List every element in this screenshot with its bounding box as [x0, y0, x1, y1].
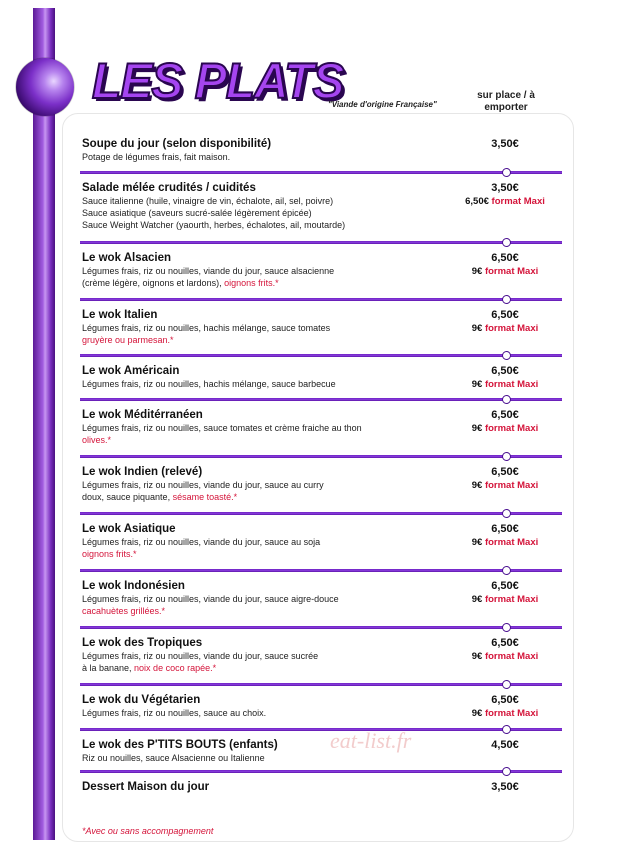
footnote: *Avec ou sans accompagnement — [82, 826, 214, 836]
menu-item-maxi-price: 9€ format Maxi — [471, 651, 539, 662]
menu-item-topping: oignons frits.* — [224, 278, 279, 288]
separator-dot-icon — [502, 238, 511, 247]
menu-item-name: Le wok du Végétarien — [82, 694, 201, 706]
separator-dot-icon — [502, 295, 511, 304]
separator-line — [80, 398, 562, 401]
menu-item-maxi-price: 9€ format Maxi — [471, 379, 539, 390]
menu-item-description: Légumes frais, riz ou nouilles, viande du jour, sauce au curry — [82, 480, 324, 490]
purple-sphere-icon — [16, 58, 74, 116]
menu-item-name: Le wok Alsacien — [82, 252, 172, 264]
menu-item-description: Sauce Weight Watcher (yaourth, herbes, échalotes, ail, moutarde) — [82, 220, 346, 230]
menu-item-name: Dessert Maison du jour — [82, 781, 210, 793]
page-subtitle: "Viande d'origine Française" — [328, 100, 437, 109]
menu-item-description — [82, 334, 562, 346]
separator-dot-icon — [502, 168, 511, 177]
separator-line — [80, 241, 562, 244]
separator-line — [80, 354, 562, 357]
separator-line — [80, 512, 562, 515]
menu-item-description: Légumes frais, riz ou nouilles, hachis mélange, sauce tomates — [82, 323, 331, 333]
menu-item-price: 6,50€ — [491, 637, 519, 649]
menu-item-topping: oignons frits.* — [82, 549, 137, 559]
page-title: LES PLATS — [92, 53, 344, 110]
menu-item-description: Légumes frais, riz ou nouilles, hachis mélange, sauce barbecue — [82, 379, 336, 389]
menu-item-price: 6,50€ — [491, 365, 519, 377]
menu-item-name: Le wok Italien — [82, 309, 158, 321]
menu-item-name: Le wok des Tropiques — [82, 637, 203, 649]
menu-item-description: Potage de légumes frais, fait maison. — [82, 152, 231, 162]
menu-item-topping: cacahuètes grillées.* — [82, 606, 166, 616]
menu-item-name: Le wok Indonésien — [82, 580, 185, 592]
separator-line — [80, 298, 562, 301]
menu-item-description — [82, 434, 562, 446]
menu-item-description: Légumes frais, riz ou nouilles, viande du jour, sauce au soja — [82, 537, 321, 547]
menu-item-topping: gruyère ou parmesan.* — [82, 335, 174, 345]
menu-item-name: Le wok Indien (relevé) — [82, 466, 203, 478]
separator-line — [80, 455, 562, 458]
menu-item-description: Légumes frais, riz ou nouilles, viande du jour, sauce sucrée — [82, 651, 319, 661]
menu-item-price: 3,50€ — [491, 182, 519, 194]
menu-item-maxi-price: 6,50€ format Maxi — [465, 196, 545, 207]
price-column-heading: sur place / à emporter — [477, 90, 535, 113]
menu-item-price: 3,50€ — [491, 781, 519, 793]
separator-line — [80, 770, 562, 773]
menu-item-description: Légumes frais, riz ou nouilles, viande du jour, sauce alsacienne — [82, 266, 335, 276]
menu-item-maxi-price: 9€ format Maxi — [471, 423, 539, 434]
separator-dot-icon — [502, 566, 511, 575]
menu-item-name: Le wok Asiatique — [82, 523, 176, 535]
menu-item-name: Soupe du jour (selon disponibilité) — [82, 138, 272, 150]
separator-line — [80, 626, 562, 629]
menu-item-price: 6,50€ — [491, 252, 519, 264]
menu-item-description: Riz ou nouilles, sauce Alsacienne ou Italienne — [82, 753, 265, 763]
menu-item-maxi-price: 9€ format Maxi — [471, 266, 539, 277]
menu-item-description: Légumes frais, riz ou nouilles, sauce tomates et crème fraiche au thon — [82, 423, 362, 433]
separator-dot-icon — [502, 767, 511, 776]
separator-line — [80, 569, 562, 572]
menu-item-price: 6,50€ — [491, 580, 519, 592]
menu-item-description: Légumes frais, riz ou nouilles, sauce au choix. — [82, 708, 267, 718]
separator-line — [80, 683, 562, 686]
menu-item-name: Salade mélée crudités / cuidités — [82, 182, 256, 194]
separator-dot-icon — [502, 680, 511, 689]
separator-dot-icon — [502, 725, 511, 734]
separator-dot-icon — [502, 395, 511, 404]
menu-item-topping: olives.* — [82, 435, 112, 445]
separator-dot-icon — [502, 509, 511, 518]
menu-item-price: 6,50€ — [491, 523, 519, 535]
menu-item-description: Légumes frais, riz ou nouilles, viande du jour, sauce aigre-douce — [82, 594, 339, 604]
menu-item-name: Le wok Américain — [82, 365, 180, 377]
menu-item-description — [82, 605, 562, 617]
menu-item-description: Sauce asiatique (saveurs sucré-salée légèrement épicée) — [82, 208, 312, 218]
menu-item-price: 6,50€ — [491, 694, 519, 706]
menu-item-name: Le wok Méditérranéen — [82, 409, 203, 421]
separator-dot-icon — [502, 351, 511, 360]
separator-line — [80, 171, 562, 174]
menu-item-maxi-price: 9€ format Maxi — [471, 480, 539, 491]
vertical-purple-bar — [33, 8, 55, 840]
menu-item-description: à la banane, noix de coco rapée.* — [82, 663, 217, 673]
menu-item-description: (crème légère, oignons et lardons), oignons frits.* — [82, 278, 279, 288]
menu-item-price: 6,50€ — [491, 466, 519, 478]
menu-item-description — [82, 548, 562, 560]
menu-item-maxi-price: 9€ format Maxi — [471, 708, 539, 719]
separator-line — [80, 728, 562, 731]
menu-item-maxi-price: 9€ format Maxi — [471, 594, 539, 605]
menu-item-maxi-price: 9€ format Maxi — [471, 323, 539, 334]
separator-dot-icon — [502, 623, 511, 632]
menu-item-description: doux, sauce piquante, sésame toasté.* — [82, 492, 238, 502]
menu-item-topping: noix de coco rapée.* — [134, 663, 217, 673]
menu-item-topping: sésame toasté.* — [172, 492, 238, 502]
menu-item-maxi-price: 9€ format Maxi — [471, 537, 539, 548]
menu-item-price: 4,50€ — [491, 739, 519, 751]
menu-item-price: 6,50€ — [491, 309, 519, 321]
menu-item-name: Le wok des P'TITS BOUTS (enfants) — [82, 739, 278, 751]
menu-item-price: 6,50€ — [491, 409, 519, 421]
menu-item-price: 3,50€ — [491, 138, 519, 150]
separator-dot-icon — [502, 452, 511, 461]
watermark: eat-list.fr — [330, 728, 412, 753]
menu-item-description: Sauce italienne (huile, vinaigre de vin, échalote, ail, sel, poivre) — [82, 196, 334, 206]
